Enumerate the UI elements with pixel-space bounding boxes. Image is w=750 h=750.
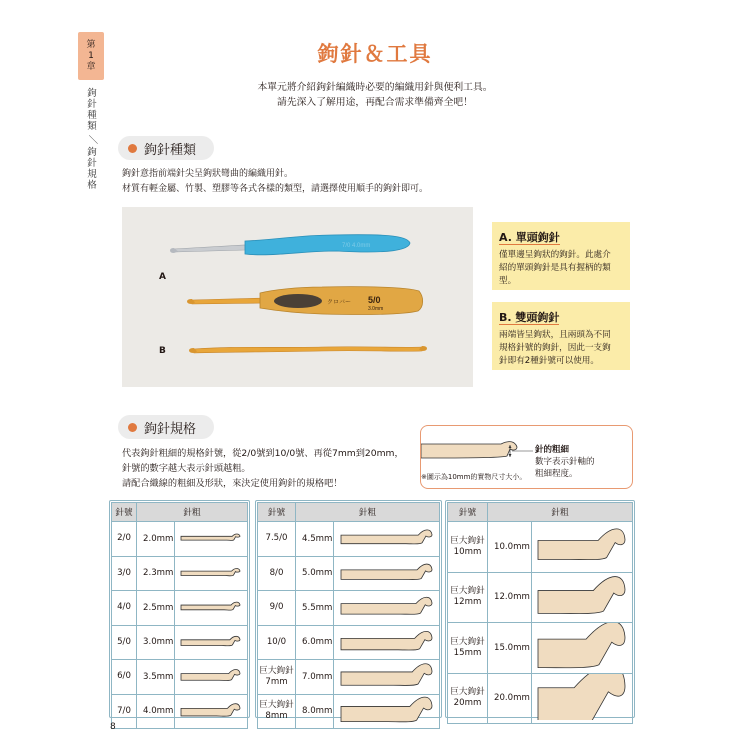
hook-number: 巨大鉤針 [450,586,485,597]
table-row [448,623,633,674]
spec-table-medium [257,502,440,729]
col-header-thickness: 針粗 [488,503,633,522]
hook-shape [341,530,432,544]
hook-shape [341,564,432,580]
hook-size-cell: 2.5mm [137,591,175,626]
type-b-description-box: B. 雙頭鉤針 兩端皆呈鉤狀，且兩頭為不同 規格針號的鉤針，因此一支鉤 針即有2種針號可以使用。 [492,302,630,370]
hook-shape [341,631,432,650]
hook-number-cell [448,623,488,674]
hook-number-cell [448,673,488,724]
hook-image-cell [334,522,440,557]
crochet-hooks-photo [122,207,473,387]
section-heading-types: 鉤針種類 [118,136,214,160]
hook-shape [341,664,432,686]
hook-thickness-diagram [420,425,633,489]
table-row [448,522,633,573]
hook-shape [181,534,240,540]
col-header-thickness: 針粗 [296,503,440,522]
hook-size-cell: 5.5mm [296,591,334,626]
hook-profile-icon [534,573,630,620]
table-row [258,660,440,695]
intro-text: 本單元將介紹鉤針編織時必要的編織用針與便利工具。 請先深入了解用途，再配合需求準備齊全吧！ [257,82,493,108]
table-row [258,625,440,660]
hook-profile-icon [177,660,245,691]
hook-number: 巨大鉤針 [450,636,485,647]
hook-profile-icon [177,695,245,726]
hook-image-cell [175,591,248,626]
hook-profile-icon [337,591,437,622]
bullet-dot-icon [128,423,137,432]
hook-number-cell [112,660,137,695]
hook-shape [538,623,625,668]
hook-size-cell: 10.0mm [488,522,532,573]
hook-number: 7.5/0 [265,533,288,544]
side-title-part2: 鉤 針 規 格 [87,147,97,191]
table-row [258,522,440,557]
hook-profile-icon [177,626,245,657]
hook-number: 巨大鉤針 [450,535,485,546]
hook-shape [538,576,625,613]
hook-number: 10/0 [266,636,287,647]
hook-number: 2/0 [117,533,131,544]
hook-profile-icon [337,695,437,726]
table-row [258,694,440,729]
hook-a-mark: 7/0 4.0mm [342,243,371,249]
table-row [112,556,248,591]
hook-shape [181,703,240,716]
spec-table-large [447,502,633,724]
hook-number-size: 15mm [453,647,482,658]
hook-image-cell [175,660,248,695]
hook-shape [181,568,240,575]
hook-number-cell [258,556,296,591]
hook-number: 9/0 [269,602,284,613]
hook-shape [181,636,240,646]
col-header-thickness: 針粗 [137,503,248,522]
table-row [112,660,248,695]
hook-image-cell [334,591,440,626]
bullet-dot-icon [128,144,137,153]
hook-mm-mark: 3.0mm [368,306,384,312]
specs-description: 代表鉤針粗細的規格針號，從2/0號到10/0號、再從7mm到20mm， 針號的數字越大表示針頭越粗。 請配合織線的粗細及形狀，來決定使用鉤針的規格吧！ [122,448,404,489]
hook-image-cell [334,556,440,591]
table-row [258,591,440,626]
hook-size-cell: 3.5mm [137,660,175,695]
hook-profile-icon [337,522,437,553]
diagram-label-title: 針的粗細 [535,445,570,455]
hook-image-cell [175,694,248,729]
hook-number-cell [112,556,137,591]
handled-hook-icon [187,287,423,315]
table-row [448,572,633,623]
hook-number-cell [112,625,137,660]
hook-profile-icon [177,591,245,622]
hook-number: 3/0 [117,567,131,578]
hook-size-cell: 4.5mm [296,522,334,557]
side-title-divider: ／ [86,134,98,145]
table-row [112,625,248,660]
hook-shape [534,674,625,721]
type-a-title: A. 單頭鉤針 [499,231,560,244]
hook-size-mark: 5/0 [368,295,381,305]
col-header-number: 針號 [258,503,296,522]
hook-profile-icon [534,674,630,721]
table-row [112,694,248,729]
hook-shape [181,670,240,681]
hook-profile-icon [534,623,630,670]
hook-profile-icon [177,557,245,588]
double-hook-icon [189,346,427,353]
hook-number-size: 8mm [265,711,288,722]
hook-profile-icon [534,522,630,569]
hook-brand-mark: クロバー [327,299,352,306]
hook-size-cell: 12.0mm [488,572,532,623]
photo-label-a: A [159,272,166,282]
hook-size-cell: 3.0mm [137,625,175,660]
hook-image-cell [334,660,440,695]
hook-number: 8/0 [269,567,284,578]
hook-size-cell: 2.3mm [137,556,175,591]
hook-number-cell [258,660,296,695]
hook-number: 6/0 [117,671,131,682]
hook-image-cell [334,625,440,660]
hook-profile-icon [337,626,437,657]
hook-number-size: 20mm [453,698,482,709]
hook-shape [341,597,432,614]
hook-number: 5/0 [117,636,131,647]
hook-profile-icon [337,660,437,691]
table-row [258,556,440,591]
types-description: 鉤針意指前端針尖呈鉤狀彎曲的編織用針。 材質有輕金屬、竹製、塑膠等各式各樣的類型，請選擇使用順手的鉤針即可。 [122,169,429,194]
hook-image-cell [175,522,248,557]
hook-number-size: 7mm [265,676,288,687]
col-header-number: 針號 [112,503,137,522]
hook-number-cell [112,591,137,626]
hook-number-size: 12mm [453,597,482,608]
diagram-note: ※圖示為10mm的實物尺寸大小。 [421,473,527,481]
hook-size-cell: 8.0mm [296,694,334,729]
hook-number-size: 10mm [453,546,482,557]
chapter-tab: 第 1 章 [78,32,104,80]
hook-size-cell: 20.0mm [488,673,532,724]
table-row [112,522,248,557]
hook-number-cell [258,694,296,729]
hook-shape [538,529,625,560]
hook-number-cell [258,591,296,626]
hook-size-cell: 7.0mm [296,660,334,695]
hook-image-cell [532,572,633,623]
diagram-label-desc-2: 粗細程度。 [535,469,578,479]
crochet-hooks-illustration [122,207,473,387]
hook-image-cell [334,694,440,729]
hook-image-cell [532,673,633,724]
hook-number-cell [258,522,296,557]
table-row [112,591,248,626]
page-title: 鉤針＆工具 [317,42,433,66]
hook-number-cell [448,572,488,623]
hook-image-cell [175,625,248,660]
hook-profile-icon [337,557,437,588]
hook-number: 巨大鉤針 [259,665,294,676]
type-a-description-box: A. 單頭鉤針 僅單邊呈鉤狀的鉤針。此處介 紹的單頭鉤針是具有握柄的類 型。 [492,222,630,290]
hook-size-cell: 4.0mm [137,694,175,729]
hook-image-cell [532,623,633,674]
hook-number-cell [448,522,488,573]
photo-label-b: B [159,346,166,356]
hook-size-cell: 5.0mm [296,556,334,591]
hook-number: 巨大鉤針 [450,687,485,698]
type-b-title: B. 雙頭鉤針 [499,311,560,324]
page-number: 8 [110,722,116,732]
hook-number: 4/0 [117,602,131,613]
hook-number: 7/0 [117,705,131,716]
single-hook-icon [170,235,410,255]
section-heading-specs: 鉤針規格 [118,415,214,439]
hook-number-cell [258,625,296,660]
hook-image-cell [532,522,633,573]
hook-size-cell: 15.0mm [488,623,532,674]
hook-shape [341,697,432,722]
spec-table-small [111,502,248,729]
side-title-part1: 鉤 針 種 類 [87,88,97,132]
table-row [448,673,633,724]
hook-shape [181,602,240,610]
hook-image-cell [175,556,248,591]
hook-profile-icon [177,522,245,553]
hook-size-cell: 2.0mm [137,522,175,557]
hook-size-cell: 6.0mm [296,625,334,660]
hook-number-cell [112,522,137,557]
col-header-number: 針號 [448,503,488,522]
diagram-label-desc-1: 數字表示針軸的 [535,457,595,467]
hook-number: 巨大鉤針 [259,700,294,711]
